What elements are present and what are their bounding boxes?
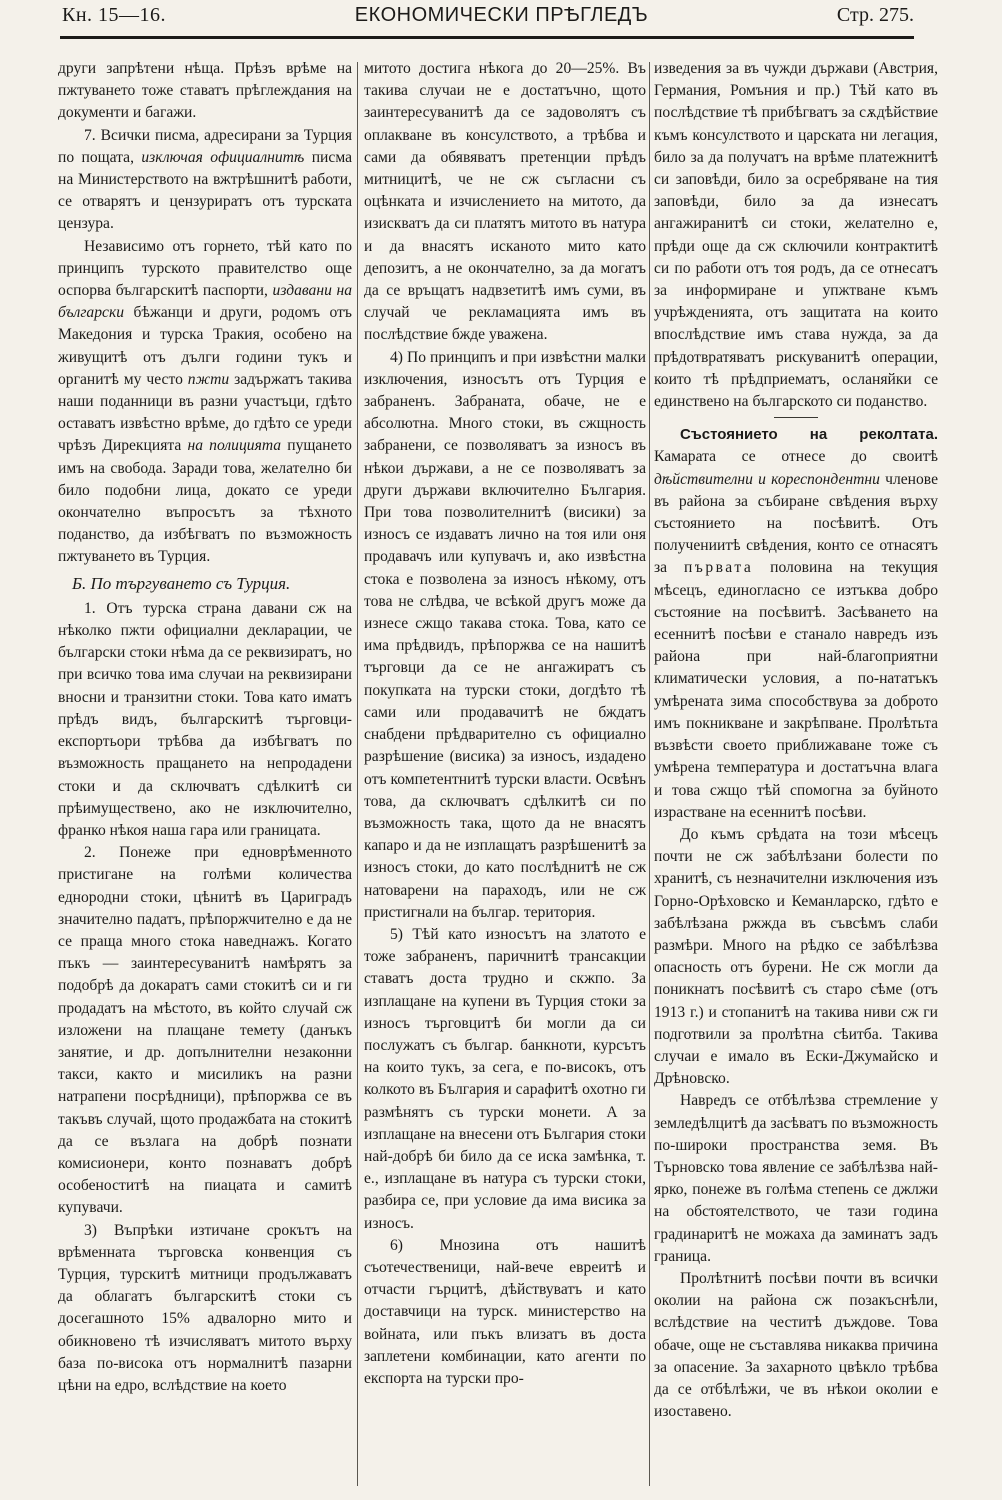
paragraph: 3) Въпрѣки изтичане срокътъ на врѣменната търговска конвенция съ Турция, турскитѣ митници продължаватъ да облагатъ българскитѣ стоки съ досегашното 15% адвалорно мито и обикновено тѣ изчисляватъ митото върху база по-висока отъ нормалнитѣ пазарни цѣни на едро, вслѣдствие на което	[58, 1221, 352, 1394]
paragraph: Навредъ се отбѣлѣзва стремление у земледѣлцитѣ да засѣватъ по възможность по-широки пространства земя. Въ Търновско това явление се забѣлѣзва най-ярко, понеже въ голѣма степень се джлжи на обстоятелството, че тази година градинаритѣ не можаха да заминатъ задъ граница.	[654, 1092, 938, 1265]
column-1	[58, 58, 352, 1486]
section-lead: Състоянието на реколтата.	[680, 426, 938, 444]
column-divider-1	[357, 62, 358, 1486]
page-number: Стр. 275.	[836, 4, 914, 26]
section-subheading: Б. По търгуването съ Турция.	[72, 573, 291, 593]
paragraph: 2. Понеже при едноврѣменното пристигане на голѣми количества еднородни стоки, цѣнитѣ въ Цариградъ значително падатъ, прѣпоржчително е да не се праща много стока наведнажъ. Когато пъкъ — заинтересуванитѣ намѣрятъ за подобрѣ да докаратъ сами стокитѣ си и ги продадатъ на мѣстото, въ който случай сж изложени на плащане темету (данъкъ занятие, и др. допълнителни незаконни такси, както и мисиликъ на разни натрапени посрѣдници), прѣпоржва се въ такъвъ случай, щото продажбата на стокитѣ да се възлага на добрѣ познати комисионери, конто познаватъ добрѣ особеноститѣ на пиацата и самитѣ купувачи.	[58, 844, 352, 1217]
section-separator	[774, 417, 818, 418]
paragraph: други запрѣтени нѣща. Прѣзъ врѣме на пжтуването тоже ставатъ прѣглеждания на документи и багажи.	[58, 60, 352, 122]
paragraph: изведения за въ чужди държави (Австрия, Германия, Ромъния и пр.) Тѣй като въ послѣдствие тѣ прибѣгватъ за сѫдѣйствие къмъ консулството и царската ни легация, било за да получатъ на врѣме платежнитѣ си заповѣди, било за осребряване на тия заповѣди, било за да изнесатъ ангажиранитѣ си стоки, желателно е, прѣди още да сж сключили контрактитѣ си по работи отъ тоя родъ, да се отнесатъ за информиране и упжтване къмъ учрѣжденията, отъ защитата на които впослѣдствие имъ става нужда, за да прѣдотвратяватъ рискуванитѣ операции, които тѣ прѣдприематъ, осланяйки се единствено на българското си поданство.	[654, 60, 938, 411]
paragraph: Пролѣтнитѣ посѣви почти въ всички околии на района сж позакъснѣли, вслѣдствие на честитѣ дъждове. Това обаче, още не съставлява никаква причина за опасение. За захарното цвѣкло трѣбва да се отбѣлѣжи, че въ нѣкои околии е изоставено.	[654, 1269, 938, 1421]
paragraph: 4) По принципъ и при извѣстни малки изключения, износътъ отъ Турция е забраненъ. Забраната, обаче, не е абсолютна. Много стоки, въ сжщность забранени, се позволяватъ за износъ въ нѣкои държави, а не се позволяватъ за други държави включително България. При това позволителнитѣ (висики) за износъ се издаватъ лично на тоя или оня продавачъ или купувачъ и, ако извѣстна стока е позволена за износъ нѣкому, отъ това не слѣдва, че всѣкой другъ може да изнесе сжщо такава стока. Това, като се има прѣдвидъ, прѣпоржва се на нашитѣ търговци да се не ангажиратъ съ покупката на турски стоки, догдѣто тѣ сами или продавачитѣ не бждатъ снабдени прѣдварително съ официално разрѣшение (висика) за износъ, издадено отъ компетентнитѣ турски власти. Освѣнъ това, да сключватъ сдѣлкитѣ си по възможность така, щото да не внасятъ капаро и да не изплащатъ разрѣшенитѣ за износъ стоки, до като послѣднитѣ не сж натоварени на параходъ, или не сж пристигнали на българ. територия.	[364, 348, 646, 921]
column-divider-2	[649, 62, 650, 1486]
page-header	[62, 4, 914, 32]
paragraph: Независимо отъ горнето, тѣй като по принципъ турското правителство още оспорва българскитѣ паспорти, издавани на български бѣжанци и други, родомъ отъ Македония и турска Тракия, особено на живущитѣ отъ дълги години тукъ и органитѣ му често пжти задържатъ такива наши поданници въ разни участъци, гдѣто оставатъ извѣстно врѣме, до гдѣто се уреди чрѣзъ Дирекцията на полицията пущането имъ на свобода. Заради това, желателно би било подобни лица, докато се уреди окончателно въпросътъ за тѣхното поданство, да избѣгватъ по възможность пжтуването въ Турция.	[58, 237, 352, 566]
column-3	[654, 58, 938, 1486]
paragraph: митото достига нѣкога до 20—25%. Въ такива случаи не е достатъчно, щото заинтересуванитѣ да се задоволятъ съ оплакване въ консулството, а трѣбва и сами да обявяватъ претенции прѣдъ митницитѣ, че не сж съгласни съ оцѣнката и изчислението на митото, да изискватъ да си платятъ митото въ натура и да внасятъ исканото мито като депозитъ, а не окончателно, за да могатъ да се връщатъ надвзетитѣ имъ суми, въ случай че рекламацията имъ въ послѣдствие бжде уважена.	[364, 60, 646, 344]
issue-number: Кн. 15—16.	[62, 4, 167, 26]
paragraph: До къмъ срѣдата на този мѣсецъ почти не сж забѣлѣзани болести по хранитѣ, съ незначителни изключения изъ Горно-Орѣховско и Кеманларско, гдѣто е забѣлѣзана ржжда въ съвсѣмъ слаби размѣри. Много на рѣдко се забѣлѣзва опасность отъ бурени. Не сж могли да поникнатъ посѣвитѣ съ старо сѣме (отъ 1913 г.) и стопанитѣ на такива ниви сж ги подготвили за пролѣтна сѣитба. Такива случаи е имало въ Ески-Джумайско и Дрѣновско.	[654, 825, 938, 1088]
journal-title: ЕКОНОМИЧЕСКИ ПРѢГЛЕДЪ	[354, 4, 649, 26]
column-2	[364, 58, 646, 1486]
paragraph: Състоянието на реколтата. Камарата се отнесе до своитѣ дѣйствителни и кореспондентни членове въ района за събиране свѣдения върху състоянието на посѣвитѣ. Отъ получениитѣ свѣдения, конто се отнасятъ за първата половина на текущия мѣсецъ, единогласно се изтъква добро състояние на посѣвитѣ. Засѣването на есеннитѣ посѣви е станало навредъ изъ района при най-благоприятни климатически условия, а по-нататъкъ умѣрената зима способствува за доброто имъ покникване и закрѣпване. Пролѣтьта възвѣсти своето приближаване тоже съ умѣрена температура и достатъчна влага и това сжщо тѣй спомогна за буйното израстване на есеннитѣ посѣви.	[654, 426, 938, 821]
header-rule	[60, 36, 914, 39]
paragraph: 5) Тѣй като износътъ на златото е тоже забраненъ, паричнитѣ трансакции ставатъ доста трудно и скжпо. За изплащане на купени въ Турция стоки за износъ търговцитѣ би могли да си послужатъ съ българ. банкноти, курсътъ на които тукъ, за сега, е по-високъ, отъ колкото въ България и сарафитѣ охотно ги размѣнятъ съ турски монети. А за изплащане на внесени отъ България стоки най-добрѣ би било да се иска замѣнка, т. е., изплащане въ натура съ турски стоки, разбира се, при условие да има висика за износъ.	[364, 925, 646, 1232]
paragraph: 6) Мнозина отъ нашитѣ съотечественици, най-вече евреитѣ и отчасти гърцитѣ, дѣйствуватъ и като доставчици на турск. министерство на войната, или пъкъ влизатъ въ доста заплетени комбинации, като агенти по експорта на турски про-	[364, 1236, 646, 1387]
paragraph: 7. Всички писма, адресирани за Турция по пощата, изключая официалнитѣ писма на Министерството на вжтрѣшнитѣ работи, се отварятъ и цензуриратъ отъ турската цензура.	[58, 126, 352, 233]
paragraph: 1. Отъ турска страна давани сж на нѣколко пжти официални декларации, че български стоки нѣма да се реквизиратъ, но при всичко това има случаи на реквизирани вносни и транзитни стоки. Това като иматъ прѣдъ видъ, българскитѣ търговци-експортьори трѣбва да избѣгватъ по възможность пращането на непродадени стоки и да сключватъ сдѣлкитѣ си прѣимуществено, ако не изключително, франко нѣкоя наша гара или границата.	[58, 599, 352, 839]
